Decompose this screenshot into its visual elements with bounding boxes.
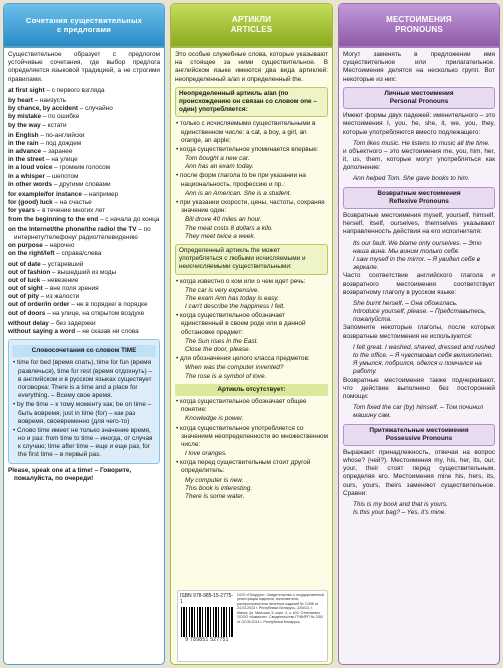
prep-phrase-en: for (good) luck bbox=[8, 199, 53, 207]
barcode-icon bbox=[181, 607, 233, 637]
pronouns-title-line1: МЕСТОИМЕНИЯ bbox=[386, 15, 452, 24]
prep-phrase-row bbox=[8, 113, 160, 121]
prep-phrase-en: out of sight bbox=[8, 285, 43, 293]
possessive-example: Is this your bag? – Yes, it's mine. bbox=[353, 509, 447, 517]
indef-rule: • когда существительное упоминается впервые: bbox=[176, 145, 319, 153]
reflexive-title-en: Reflexive Pronouns bbox=[389, 197, 449, 205]
prep-phrase-en: at first sight bbox=[8, 86, 45, 94]
indefinite-article-box bbox=[175, 87, 328, 118]
barcode bbox=[180, 593, 234, 659]
prep-group-in bbox=[8, 132, 160, 189]
prep-phrase-row bbox=[8, 191, 160, 199]
isbn-digits: 9 789851 527751 bbox=[185, 636, 229, 643]
prep-phrase-en: by the way bbox=[8, 121, 41, 129]
pronouns-column bbox=[338, 3, 500, 665]
prep-phrase-ru: – на счастье bbox=[54, 199, 92, 207]
prep-phrase-row bbox=[8, 132, 160, 140]
articles-title-line2: ARTICLES bbox=[230, 25, 273, 34]
indef-rule: • только с исчисляемыми существительными в единственном числе: a cat, a boy, a girl, an orange, an apple; bbox=[176, 120, 316, 144]
prep-group-by bbox=[8, 97, 160, 130]
prep-phrase-en: out of fashion bbox=[8, 268, 51, 276]
prep-phrase-en: by chance, by accident bbox=[8, 105, 78, 113]
reflexive-example: I felt great. I washed, shaved, dressed and rushed to the office. – Я чувствовал себя великолепно. Я умылся, побрился, оделся и помчался на работу. bbox=[353, 343, 495, 376]
prep-phrase-row bbox=[8, 207, 160, 215]
prep-phrase-row bbox=[8, 156, 160, 164]
personal-example: Tom likes music. He listens to music all the time. bbox=[353, 139, 490, 147]
prep-phrase-row bbox=[8, 250, 160, 258]
reflexive-title-ru: Возвратные местоимения bbox=[377, 189, 461, 197]
prep-phrase-ru: – невезение bbox=[42, 276, 79, 284]
prep-phrase-en: out of luck bbox=[8, 276, 41, 284]
pronouns-intro: Могут заменять в предложении имя существительное или прилагательное. Местоимения делятся на несколько групп. Вот некоторые из них: bbox=[343, 51, 495, 83]
prep-phrase-ru: – не в порядке/ в порядке bbox=[71, 301, 148, 309]
no-article-example: This book is interesting. bbox=[185, 484, 253, 492]
pronouns-body bbox=[339, 48, 499, 517]
prep-group-without bbox=[8, 320, 160, 336]
prep-phrase-row bbox=[8, 310, 160, 318]
prep-phrase-row bbox=[8, 277, 160, 285]
prep-phrase-ru: – заранее bbox=[42, 148, 73, 156]
def-example: The car is very expensive. bbox=[185, 286, 260, 294]
def-rule: • для обозначения целого класса предметов: bbox=[176, 355, 310, 363]
prep-phrase-en: for years bbox=[8, 207, 35, 215]
prep-phrase-en: in English bbox=[8, 131, 39, 139]
time-item: • time for bed (время спать), time for fun (время развлечься), time for rest (время отдохнуть) – в английском и в русском языках существует поговорка: There is a time and a place for everything. – Всему свое время. bbox=[13, 359, 153, 400]
possessive-title-ru: Притяжательные местоимения bbox=[369, 426, 469, 434]
prep-phrase-en: from the beginning to the end bbox=[8, 215, 99, 223]
prep-group-out-of bbox=[8, 261, 160, 318]
prep-phrase-en: on the Internet/the phone/the radio/ the TV bbox=[8, 225, 137, 233]
prepositions-title-line1: Сочетания существительных bbox=[25, 15, 143, 25]
def-rule: • когда существительное обозначает единственный в своем роде или в данной обстановке предмет: bbox=[176, 312, 306, 336]
no-article-example: Knowledge is power. bbox=[185, 415, 244, 423]
possessive-pronouns-heading bbox=[343, 424, 495, 446]
indef-example: They meet twice a week. bbox=[185, 232, 256, 240]
prep-phrase-row bbox=[8, 181, 160, 189]
prep-phrase-ru: – наизусть bbox=[34, 96, 67, 104]
prep-phrase-ru: – по ошибке bbox=[42, 113, 80, 121]
prep-phrase-en: in the street bbox=[8, 156, 45, 164]
def-example: Close the door, please. bbox=[185, 346, 251, 353]
prep-phrase-en: in advance bbox=[8, 148, 42, 156]
prepositions-body bbox=[4, 48, 164, 483]
prep-phrase-row bbox=[8, 97, 160, 105]
prep-phrase-row bbox=[8, 216, 160, 224]
reflexive-example: She burnt herself. – Она обожглась. bbox=[353, 299, 458, 307]
prep-phrase-en: out of date bbox=[8, 260, 41, 268]
possessive-example: This is my book and that is yours. bbox=[353, 501, 448, 508]
articles-column bbox=[170, 3, 333, 665]
prep-phrase-ru: – громким голосом bbox=[54, 164, 111, 172]
prep-phrase-en: on purpose bbox=[8, 242, 43, 250]
reflexive-example: I saw myself in the mirror. – Я увидел себя в зеркале. bbox=[353, 255, 480, 272]
personal-text: Имеют формы двух падежей: именительного – это местоимения I, you, he, she, it, we, you, they, которые употребляются вместо подлежащего: bbox=[343, 112, 495, 136]
prep-phrase-ru: – справа/слева bbox=[56, 250, 102, 258]
reflexive-example: Tom fixed the car (by) himself. – Том починил машину сам. bbox=[353, 404, 484, 420]
indef-example: Ann is an American. She is a student. bbox=[185, 189, 292, 197]
indefinite-article-heading: Неопределенный артикль a/an (по происхождению он связан со словом one – один) употребляется: bbox=[179, 89, 317, 114]
prepositions-title-line2: с предлогами bbox=[56, 25, 112, 34]
prep-phrase-row bbox=[8, 87, 160, 95]
prep-phrase-ru: – под дождем bbox=[40, 139, 82, 147]
no-article-rule: • когда существительное обозначает общее понятие: bbox=[176, 397, 307, 414]
prepositions-column bbox=[3, 3, 165, 665]
prep-phrase-en: in a whisper bbox=[8, 172, 45, 180]
time-phrases-title: Словосочетания со словом TIME bbox=[12, 345, 156, 357]
no-article-title: Артикль отсутствует: bbox=[175, 384, 328, 396]
prep-group-for bbox=[8, 191, 160, 224]
prep-phrase-row bbox=[8, 301, 160, 309]
prep-phrase-row bbox=[8, 122, 160, 130]
imprint-area bbox=[177, 590, 328, 662]
prep-group-at bbox=[8, 87, 160, 95]
prep-phrase-row bbox=[8, 328, 160, 336]
prep-phrase-ru: – вне поля зрения bbox=[44, 285, 99, 293]
pronouns-header bbox=[339, 4, 499, 48]
reflexive-pronouns-heading bbox=[343, 187, 495, 209]
def-example: The exam Ann has today is easy. bbox=[185, 294, 279, 302]
articles-intro: Это особые служебные слова, которые указывают на стоящее за ними существительное. В английском языке имеются два вида артиклей: неопределенный a/an и определенный the. bbox=[175, 51, 328, 83]
no-article-rule: • когда существительное употребляется со значением неопределенности во множественном числе: bbox=[176, 424, 328, 448]
prep-phrase-ru: – на улице bbox=[46, 156, 78, 164]
personal-pronouns-heading bbox=[343, 87, 495, 109]
prep-phrase-en: in the rain bbox=[8, 139, 39, 147]
prep-phrase-ru: – в течение многих лет bbox=[36, 207, 106, 215]
prep-phrase-row bbox=[8, 293, 160, 301]
no-article-example: My computer is new. bbox=[185, 476, 244, 484]
personal-example: Ann helped Tom. She gave books to him. bbox=[353, 175, 470, 183]
prep-phrase-row bbox=[8, 148, 160, 156]
reflexive-text2: Часто соответствие английского глагола и возвратного местоимения соответствует возвратному глаголу в русском языке: bbox=[343, 272, 495, 296]
prep-phrase-en: in a loud voice bbox=[8, 164, 53, 172]
indef-rule: • после форм глагола to be при указании на национальность, профессию и пр.: bbox=[176, 172, 306, 188]
definite-article-heading: Определенный артикль the может употребляться с любыми исчисляемыми и неисчисляемыми существительными: bbox=[179, 246, 306, 271]
def-example: The Sun rises in the East. bbox=[185, 337, 259, 345]
prep-phrase-row bbox=[8, 164, 160, 172]
prep-phrase-row bbox=[8, 226, 160, 242]
no-article-rule: • когда перед существительным стоит другой определитель: bbox=[176, 459, 311, 475]
indef-example: Ann has an exam today. bbox=[185, 163, 254, 171]
prep-phrase-ru: – с начала до конца bbox=[99, 215, 160, 223]
prep-phrase-en: in other words bbox=[8, 180, 53, 188]
no-article-example: I love oranges. bbox=[185, 450, 227, 458]
prep-phrase-ru: – нарочно bbox=[44, 242, 75, 250]
reflexive-text: Возвратные местоимения myself, yourself, himself, herself, itself, ourselves, themselves указывают направленность действия на его исполнителя: bbox=[343, 212, 495, 236]
no-article-example: There is some water. bbox=[185, 493, 245, 500]
prep-phrase-en: out of order/in order bbox=[8, 301, 70, 309]
prep-phrase-row bbox=[8, 269, 160, 277]
prep-phrase-ru: – с первого взгляда bbox=[46, 86, 105, 94]
prep-phrase-row bbox=[8, 261, 160, 269]
reflexive-example: Introduce yourself, please. – Представьтесь, пожалуйста. bbox=[353, 308, 487, 324]
indef-example: The meat costs 8 dollars a kilo. bbox=[185, 224, 274, 232]
prep-phrase-en: by mistake bbox=[8, 113, 42, 121]
prep-phrase-en: out of pity bbox=[8, 293, 39, 301]
pronouns-title-line2: PRONOUNS bbox=[395, 25, 443, 34]
prep-phrase-en: without delay bbox=[8, 319, 49, 327]
personal-title-en: Personal Pronouns bbox=[389, 97, 449, 105]
prep-phrase-ru: – случайно bbox=[79, 105, 113, 113]
def-rule: • когда известно о ком или о чем идет речь: bbox=[176, 277, 306, 285]
prep-phrase-ru: – без задержки bbox=[50, 319, 96, 327]
prep-phrase-ru: – не сказав ни слова bbox=[76, 328, 139, 335]
prep-phrase-ru: – например bbox=[83, 191, 119, 198]
definite-article-box bbox=[175, 244, 328, 275]
reflexive-example: Its our fault. We blame only ourselves. – Это наша вина. Мы виним только себя. bbox=[353, 239, 482, 255]
prep-phrase-ru: – по интернету/телефону/ радио/телевидению bbox=[14, 225, 151, 241]
prep-phrase-en: on the right/left bbox=[8, 250, 55, 258]
prep-group-on bbox=[8, 226, 160, 259]
prep-phrase-row bbox=[8, 320, 160, 328]
prep-phrase-ru: – из жалости bbox=[40, 293, 80, 301]
def-example: The rose is a symbol of love. bbox=[185, 372, 267, 380]
reflexive-text3: Запомните некоторые глаголы, после которых возвратные местоимения не используются: bbox=[343, 324, 495, 340]
prep-phrase-ru: – другими словами bbox=[53, 180, 111, 188]
indef-example: Tom bought a new car. bbox=[185, 155, 250, 163]
prep-phrase-row bbox=[8, 242, 160, 250]
articles-title-line1: АРТИКЛИ bbox=[231, 15, 272, 24]
isbn-label: ISBN 978-985-15-2775-1 bbox=[180, 593, 234, 606]
time-last-line: Please, speak one at a time! – Говорите, пожалуйста, по очереди! bbox=[8, 466, 132, 482]
prep-phrase-ru: – шепотом bbox=[46, 172, 79, 180]
prep-phrase-row bbox=[8, 199, 160, 207]
time-phrases-box bbox=[8, 339, 160, 463]
articles-header bbox=[171, 4, 332, 48]
prep-phrase-en: without saying a word bbox=[8, 328, 76, 335]
prep-phrase-row bbox=[8, 285, 160, 293]
time-item: • by the time – к тому моменту как; be on time – быть вовремя; just in time (for) – как раз вовремя, своевременно (для чего-то) bbox=[13, 401, 152, 425]
articles-body bbox=[171, 48, 332, 501]
prepositions-header bbox=[4, 4, 164, 48]
prep-phrase-en: by heart bbox=[8, 96, 33, 104]
possessive-title-en: Possessive Pronouns bbox=[385, 434, 453, 442]
def-example: When was the computer invented? bbox=[185, 364, 284, 372]
reflexive-text4: Возвратные местоимения также подчеркивают, что действие выполнено без посторонней помощи: bbox=[343, 376, 495, 400]
def-example: I can't describe the happiness I felt. bbox=[185, 303, 285, 311]
possessive-text: Выражают принадлежность, отвечая на вопрос whose? (чей?). Местоимения my, his, her, its, our, your, their стоят перед существительным, определяя его. Местоимения mine his, hers, its, ours, yours, theirs заменяют существительное. Сравни: bbox=[343, 448, 495, 497]
prep-phrase-ru: – вышедший из моды bbox=[52, 268, 117, 276]
personal-text2: и объектного – это местоимения me, you, him, her, it, us, them, которые могут употребляться как дополнение: bbox=[343, 147, 495, 172]
prep-phrase-ru: – кстати bbox=[42, 121, 67, 129]
time-item: • Слово time имеет не только значение время, но и раз: from time to time – иногда, от случая к случаю; time after time – еще и еще раз, for the first time – в первый раз. bbox=[13, 426, 153, 459]
indef-example: Bill drove 40 miles an hour. bbox=[185, 216, 262, 224]
prep-phrase-en: out of doors bbox=[8, 309, 46, 317]
prep-phrase-ru: – по-английски bbox=[40, 131, 85, 139]
imprint-text: ООО «Попурри». Свидетельство о государственной регистрации издателя, изготовителя, распространителя печатных изданий № 1/396 от 24.03.2014 г. Республика Беларусь, 220013, г. Минск, ул. Минская, 5, корп. 2, к. 403. Отпечатано ОООО «Аквилон». Свидетельство ГРИИРП № 2/50 от 02.05.2014 г. Республика Беларусь. bbox=[237, 593, 324, 624]
personal-title-ru: Личные местоимения bbox=[384, 89, 454, 97]
prep-phrase-row bbox=[8, 173, 160, 181]
indef-rule: • при указании скорости, цены, частоты, сохраняя значение один: bbox=[176, 199, 325, 215]
prep-phrase-en: for example/for instance bbox=[8, 191, 82, 198]
prep-phrase-ru: – на улице, на открытом воздухе bbox=[47, 309, 145, 317]
prep-phrase-row bbox=[8, 140, 160, 148]
prepositions-intro: Существительное образует с предлогом устойчивые сочетания, где выбор предлога определяется языковой традицией, а не строгими правилами. bbox=[8, 51, 160, 83]
prep-phrase-ru: – устаревший bbox=[42, 260, 84, 268]
